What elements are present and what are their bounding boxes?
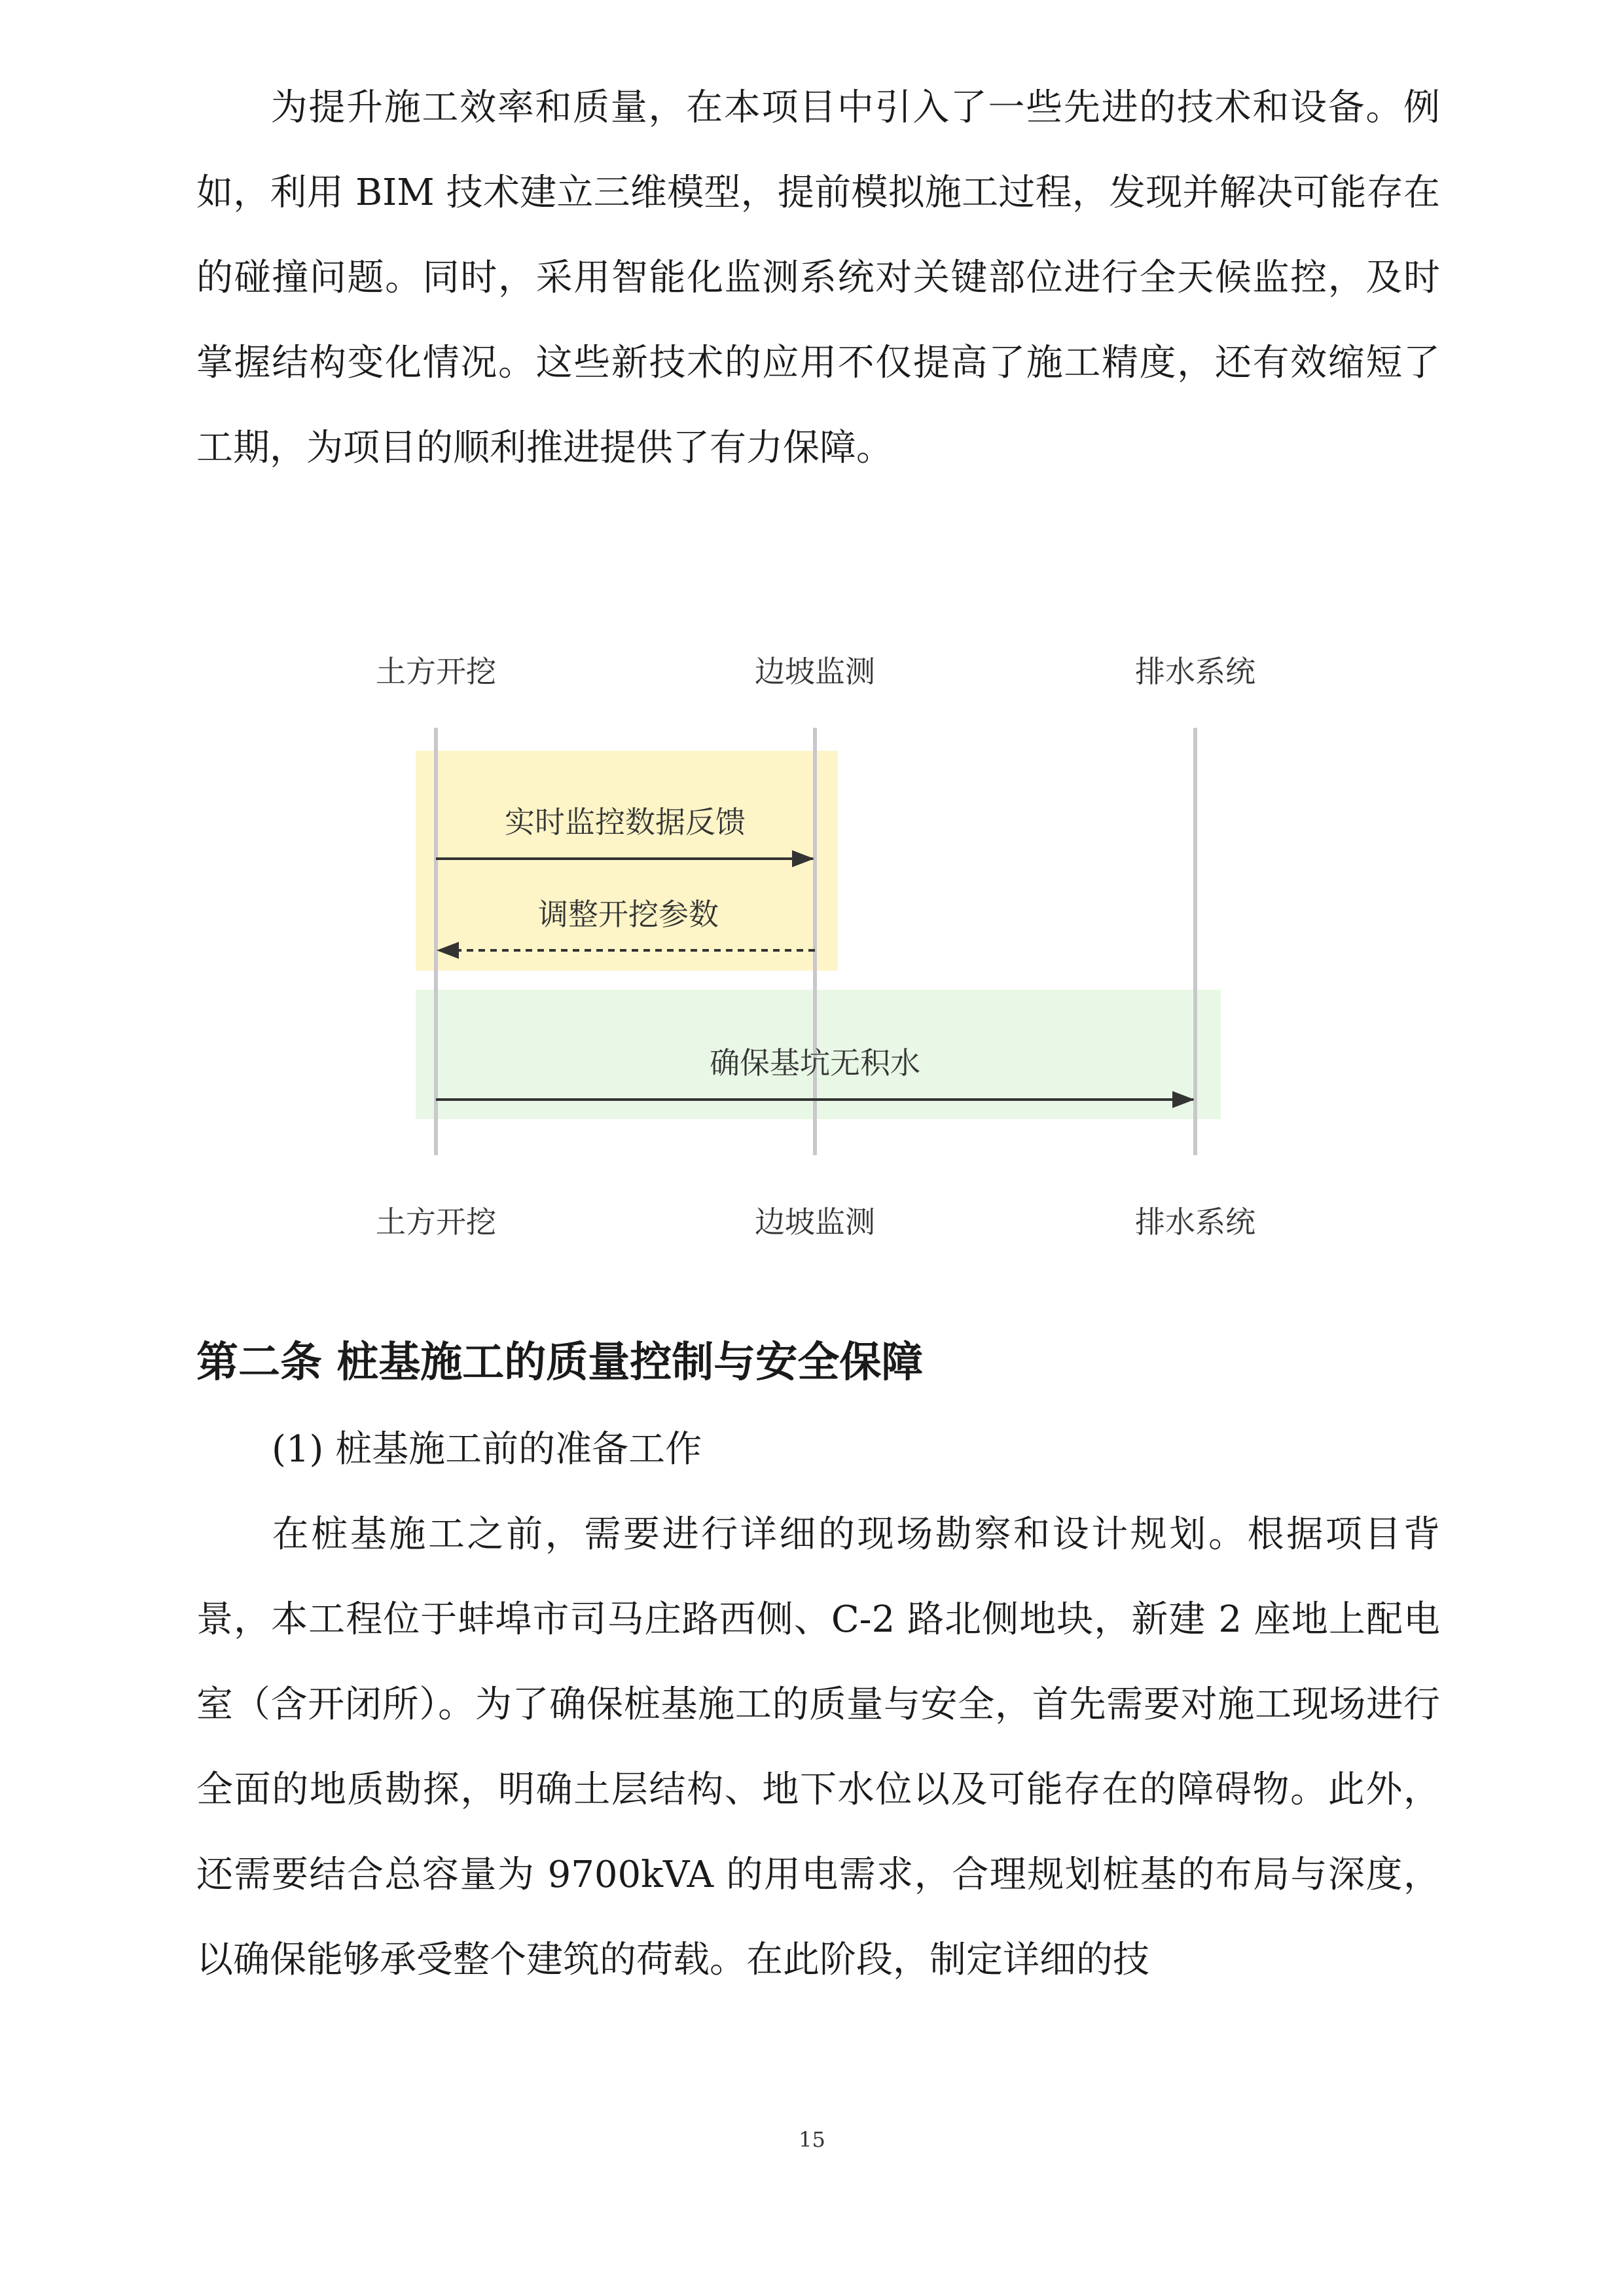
message-label-2: 调整开挖参数 xyxy=(538,897,719,932)
participant-bottom-2: 边坡监测 xyxy=(755,1204,875,1240)
paragraph-preparation-text: 在桩基施工之前，需要进行详细的现场勘察和设计规划。根据项目背景，本工程位于蚌埠市司马庄路西侧、C-2 路北侧地块，新建 2 座地上配电室（含开闭所）。为了确保桩基施工的质量与安全，首先需要对施工现场进行全面的地质勘探，明确土层结构、地下水位以及可能存在的障碍物。此外，还需要结合总容量为 9700kVA 的用电需求，合理规划桩基的布局与深度，以确保能够承受整个建筑的荷载。在此阶段，制定详细的技 xyxy=(196,1513,1440,1981)
participant-bottom-1: 土方开挖 xyxy=(376,1204,496,1240)
paragraph-intro-text: 为提升施工效率和质量，在本项目中引入了一些先进的技术和设备。例如，利用 BIM 技术建立三维模型，提前模拟施工过程，发现并解决可能存在的碰撞问题。同时，采用智能化监测系统对关键部位进行全天候监控，及时掌握结构变化情况。这些新技术的应用不仅提高了施工精度，还有效缩短了工期，为项目的顺利推进提供了有力保障。 xyxy=(196,86,1440,469)
section-heading: 第二条 桩基施工的质量控制与安全保障 xyxy=(196,1338,924,1387)
highlight-box-yellow xyxy=(416,751,838,971)
paragraph-preparation xyxy=(196,1492,1440,2003)
message-label-3: 确保基坑无积水 xyxy=(710,1045,920,1081)
page-number: 15 xyxy=(799,2127,825,2152)
participant-top-1: 土方开挖 xyxy=(376,654,496,689)
section-subheading: (1) 桩基施工前的准备工作 xyxy=(272,1428,702,1471)
participant-top-3: 排水系统 xyxy=(1135,654,1255,689)
participant-top-2: 边坡监测 xyxy=(755,654,875,689)
message-label-1: 实时监控数据反馈 xyxy=(505,804,746,840)
participant-bottom-3: 排水系统 xyxy=(1135,1204,1255,1240)
